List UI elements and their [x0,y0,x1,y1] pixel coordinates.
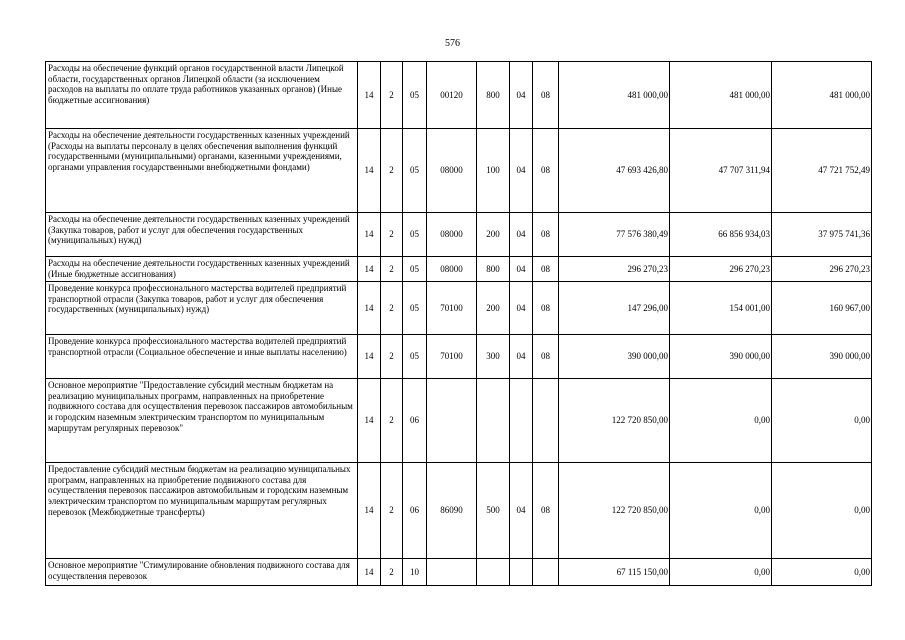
code-expense-type: 800 [477,62,510,129]
code-expense-type [477,559,510,586]
code-direction [427,559,477,586]
row-description: Основное мероприятие "Стимулирование обновления подвижного состава для осуществления перевозок [46,559,358,586]
table-row [46,129,872,213]
code-expense-type: 200 [477,282,510,335]
row-description: Расходы на обеспечение деятельности государственных казенных учреждений (Иные бюджетные ассигнования) [46,257,358,282]
amount-year-3: 0,00 [772,559,872,586]
code-direction: 08000 [427,129,477,213]
code-expense-type: 200 [477,213,510,257]
code-expense-type: 800 [477,257,510,282]
code-activity: 10 [403,559,427,586]
code-section: 04 [510,282,533,335]
amount-year-3: 481 000,00 [772,62,872,129]
amount-year-3: 0,00 [772,463,872,559]
budget-table [45,61,872,586]
amount-year-3: 390 000,00 [772,335,872,379]
code-subsection: 08 [533,62,559,129]
amount-year-3: 47 721 752,49 [772,129,872,213]
amount-year-2: 66 856 934,03 [670,213,772,257]
code-subsection: 08 [533,463,559,559]
amount-year-2: 296 270,23 [670,257,772,282]
amount-year-2: 0,00 [670,379,772,463]
code-subsection: 08 [533,282,559,335]
row-description: Предоставление субсидий местным бюджетам на реализацию муниципальных программ, направленных на приобретение подвижного состава для осуществления перевозок пассажиров автомобильным и городским наземным электрическим транспортом по муниципальным маршрутам регулярных перевозок (Межбюджетные трансферты) [46,463,358,559]
code-program: 2 [381,463,403,559]
code-section: 04 [510,257,533,282]
code-ministry: 14 [358,129,381,213]
code-direction: 08000 [427,257,477,282]
amount-year-3: 0,00 [772,379,872,463]
amount-year-2: 154 001,00 [670,282,772,335]
code-section: 04 [510,463,533,559]
amount-year-2: 47 707 311,94 [670,129,772,213]
code-ministry: 14 [358,559,381,586]
amount-year-1: 296 270,23 [559,257,670,282]
code-direction: 70100 [427,335,477,379]
code-program: 2 [381,213,403,257]
code-direction: 70100 [427,282,477,335]
amount-year-1: 77 576 380,49 [559,213,670,257]
row-description: Проведение конкурса профессионального мастерства водителей предприятий транспортной отрасли (Социальное обеспечение и иные выплаты населению) [46,335,358,379]
amount-year-2: 390 000,00 [670,335,772,379]
code-subsection: 08 [533,129,559,213]
code-section: 04 [510,335,533,379]
code-activity: 05 [403,213,427,257]
code-expense-type [477,379,510,463]
row-description: Проведение конкурса профессионального мастерства водителей предприятий транспортной отрасли (Закупка товаров, работ и услуг для обеспечения государственных (муниципальных) нужд) [46,282,358,335]
table-row [46,559,872,586]
table-row [46,463,872,559]
code-program: 2 [381,335,403,379]
code-ministry: 14 [358,463,381,559]
code-section: 04 [510,213,533,257]
code-subsection: 08 [533,213,559,257]
code-ministry: 14 [358,335,381,379]
code-activity: 06 [403,379,427,463]
amount-year-3: 37 975 741,36 [772,213,872,257]
row-description: Расходы на обеспечение деятельности государственных казенных учреждений (Закупка товаров, работ и услуг для обеспечения государственных (муниципальных) нужд) [46,213,358,257]
amount-year-2: 0,00 [670,559,772,586]
code-direction [427,379,477,463]
code-ministry: 14 [358,213,381,257]
amount-year-1: 481 000,00 [559,62,670,129]
row-description: Основное мероприятие "Предоставление субсидий местным бюджетам на реализацию муниципальных программ, направленных на приобретение подвижного состава для осуществления перевозок пассажиров автомобильным и городским наземным электрическим транспортом по муниципальным маршрутам регулярных перевозок" [46,379,358,463]
code-activity: 05 [403,62,427,129]
code-program: 2 [381,257,403,282]
code-activity: 05 [403,257,427,282]
code-program: 2 [381,559,403,586]
code-subsection [533,379,559,463]
page-number: 576 [445,38,460,49]
code-ministry: 14 [358,282,381,335]
amount-year-2: 481 000,00 [670,62,772,129]
table-row [46,335,872,379]
code-ministry: 14 [358,62,381,129]
code-activity: 05 [403,335,427,379]
code-section [510,379,533,463]
amount-year-1: 122 720 850,00 [559,463,670,559]
code-subsection: 08 [533,335,559,379]
code-activity: 05 [403,129,427,213]
amount-year-1: 67 115 150,00 [559,559,670,586]
amount-year-2: 0,00 [670,463,772,559]
code-direction: 00120 [427,62,477,129]
code-section: 04 [510,62,533,129]
code-subsection: 08 [533,257,559,282]
code-activity: 05 [403,282,427,335]
amount-year-1: 47 693 426,80 [559,129,670,213]
code-direction: 86090 [427,463,477,559]
code-program: 2 [381,379,403,463]
amount-year-1: 390 000,00 [559,335,670,379]
table-row [46,282,872,335]
code-expense-type: 100 [477,129,510,213]
code-ministry: 14 [358,257,381,282]
code-direction: 08000 [427,213,477,257]
row-description: Расходы на обеспечение деятельности государственных казенных учреждений (Расходы на выплаты персоналу в целях обеспечения выполнения функций государственными (муниципальными) органами, казенными учреждениями, органами управления государственными внебюджетными фондами) [46,129,358,213]
table-row [46,379,872,463]
code-expense-type: 500 [477,463,510,559]
amount-year-1: 122 720 850,00 [559,379,670,463]
code-program: 2 [381,62,403,129]
amount-year-3: 296 270,23 [772,257,872,282]
code-ministry: 14 [358,379,381,463]
code-program: 2 [381,282,403,335]
code-program: 2 [381,129,403,213]
row-description: Расходы на обеспечение функций органов государственной власти Липецкой области, государственных органов Липецкой области (за исключением расходов на выплаты по оплате труда работников указанных органов) (Иные бюджетные ассигнования) [46,62,358,129]
code-section [510,559,533,586]
code-expense-type: 300 [477,335,510,379]
amount-year-1: 147 296,00 [559,282,670,335]
amount-year-3: 160 967,00 [772,282,872,335]
table-row [46,257,872,282]
table-row [46,213,872,257]
code-activity: 06 [403,463,427,559]
table-row [46,62,872,129]
code-section: 04 [510,129,533,213]
code-subsection [533,559,559,586]
